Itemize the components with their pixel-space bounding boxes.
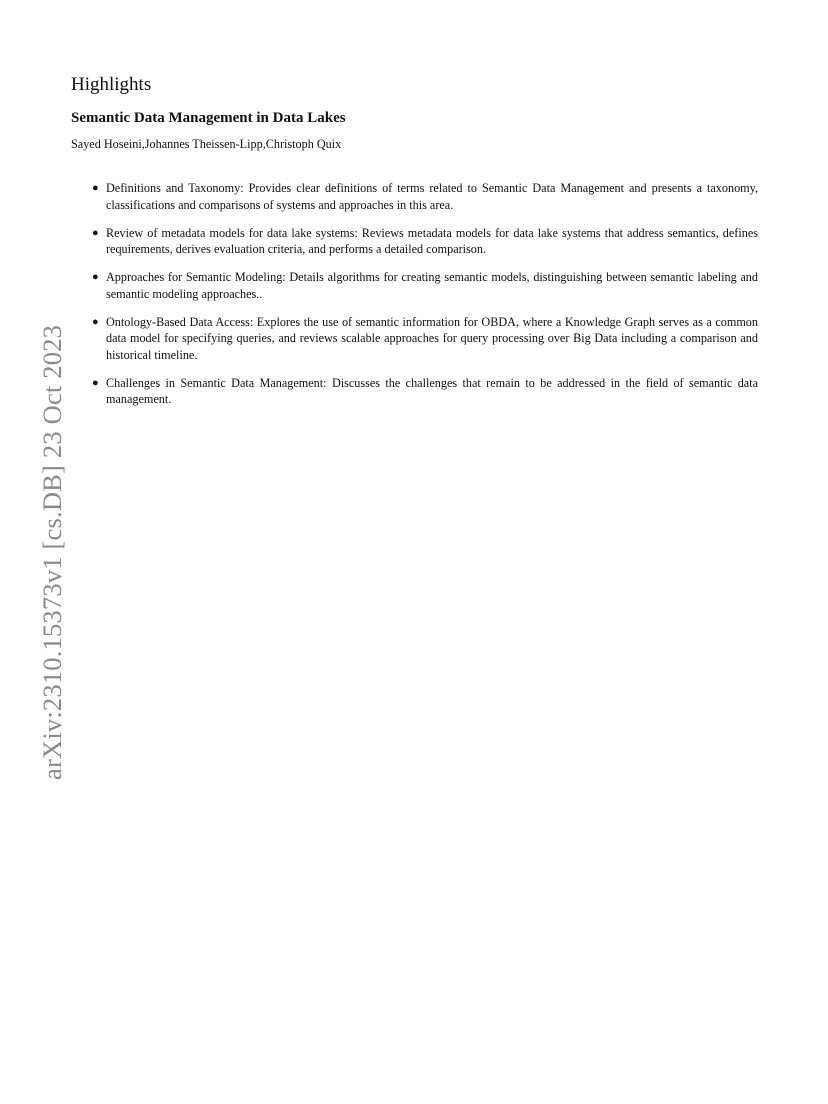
highlight-text: Approaches for Semantic Modeling: Details algorithms for creating semantic models, distinguishing between semantic labeling and semantic modeling approaches.. <box>106 270 758 301</box>
highlight-text: Ontology-Based Data Access: Explores the use of semantic information for OBDA, where a Knowledge Graph serves as a common data model for specifying queries, and reviews scalable approaches for query processing over Big Data including a comparison and historical timeline. <box>106 314 758 362</box>
bullet-icon: ● <box>92 315 99 328</box>
author-list: Sayed Hoseini,Johannes Theissen-Lipp,Christoph Quix <box>71 137 342 151</box>
bullet-icon: ● <box>92 226 99 239</box>
arxiv-identifier: arXiv:2310.15373v1 [cs.DB] 23 Oct 2023 <box>37 324 67 780</box>
bullet-icon: ● <box>92 376 99 389</box>
highlight-item <box>88 314 758 364</box>
highlight-item <box>88 225 758 258</box>
highlight-text: Challenges in Semantic Data Management: Discusses the challenges that remain to be addressed in the field of semantic data management. <box>106 375 758 406</box>
highlight-item <box>88 269 758 302</box>
highlight-text: Definitions and Taxonomy: Provides clear definitions of terms related to Semantic Data Management and presents a taxonomy, classifications and comparisons of systems and approaches in this area. <box>106 181 758 212</box>
highlights-list <box>88 180 758 419</box>
paper-title: Semantic Data Management in Data Lakes <box>71 110 346 126</box>
highlight-text: Review of metadata models for data lake systems: Reviews metadata models for data lake systems that address semantics, defines requirements, derives evaluation criteria, and performs a detailed comparison. <box>106 225 758 256</box>
bullet-icon: ● <box>92 182 99 194</box>
highlight-item <box>88 180 758 213</box>
section-heading: Highlights <box>71 74 152 95</box>
bullet-icon: ● <box>92 271 99 283</box>
highlight-item <box>88 375 758 408</box>
